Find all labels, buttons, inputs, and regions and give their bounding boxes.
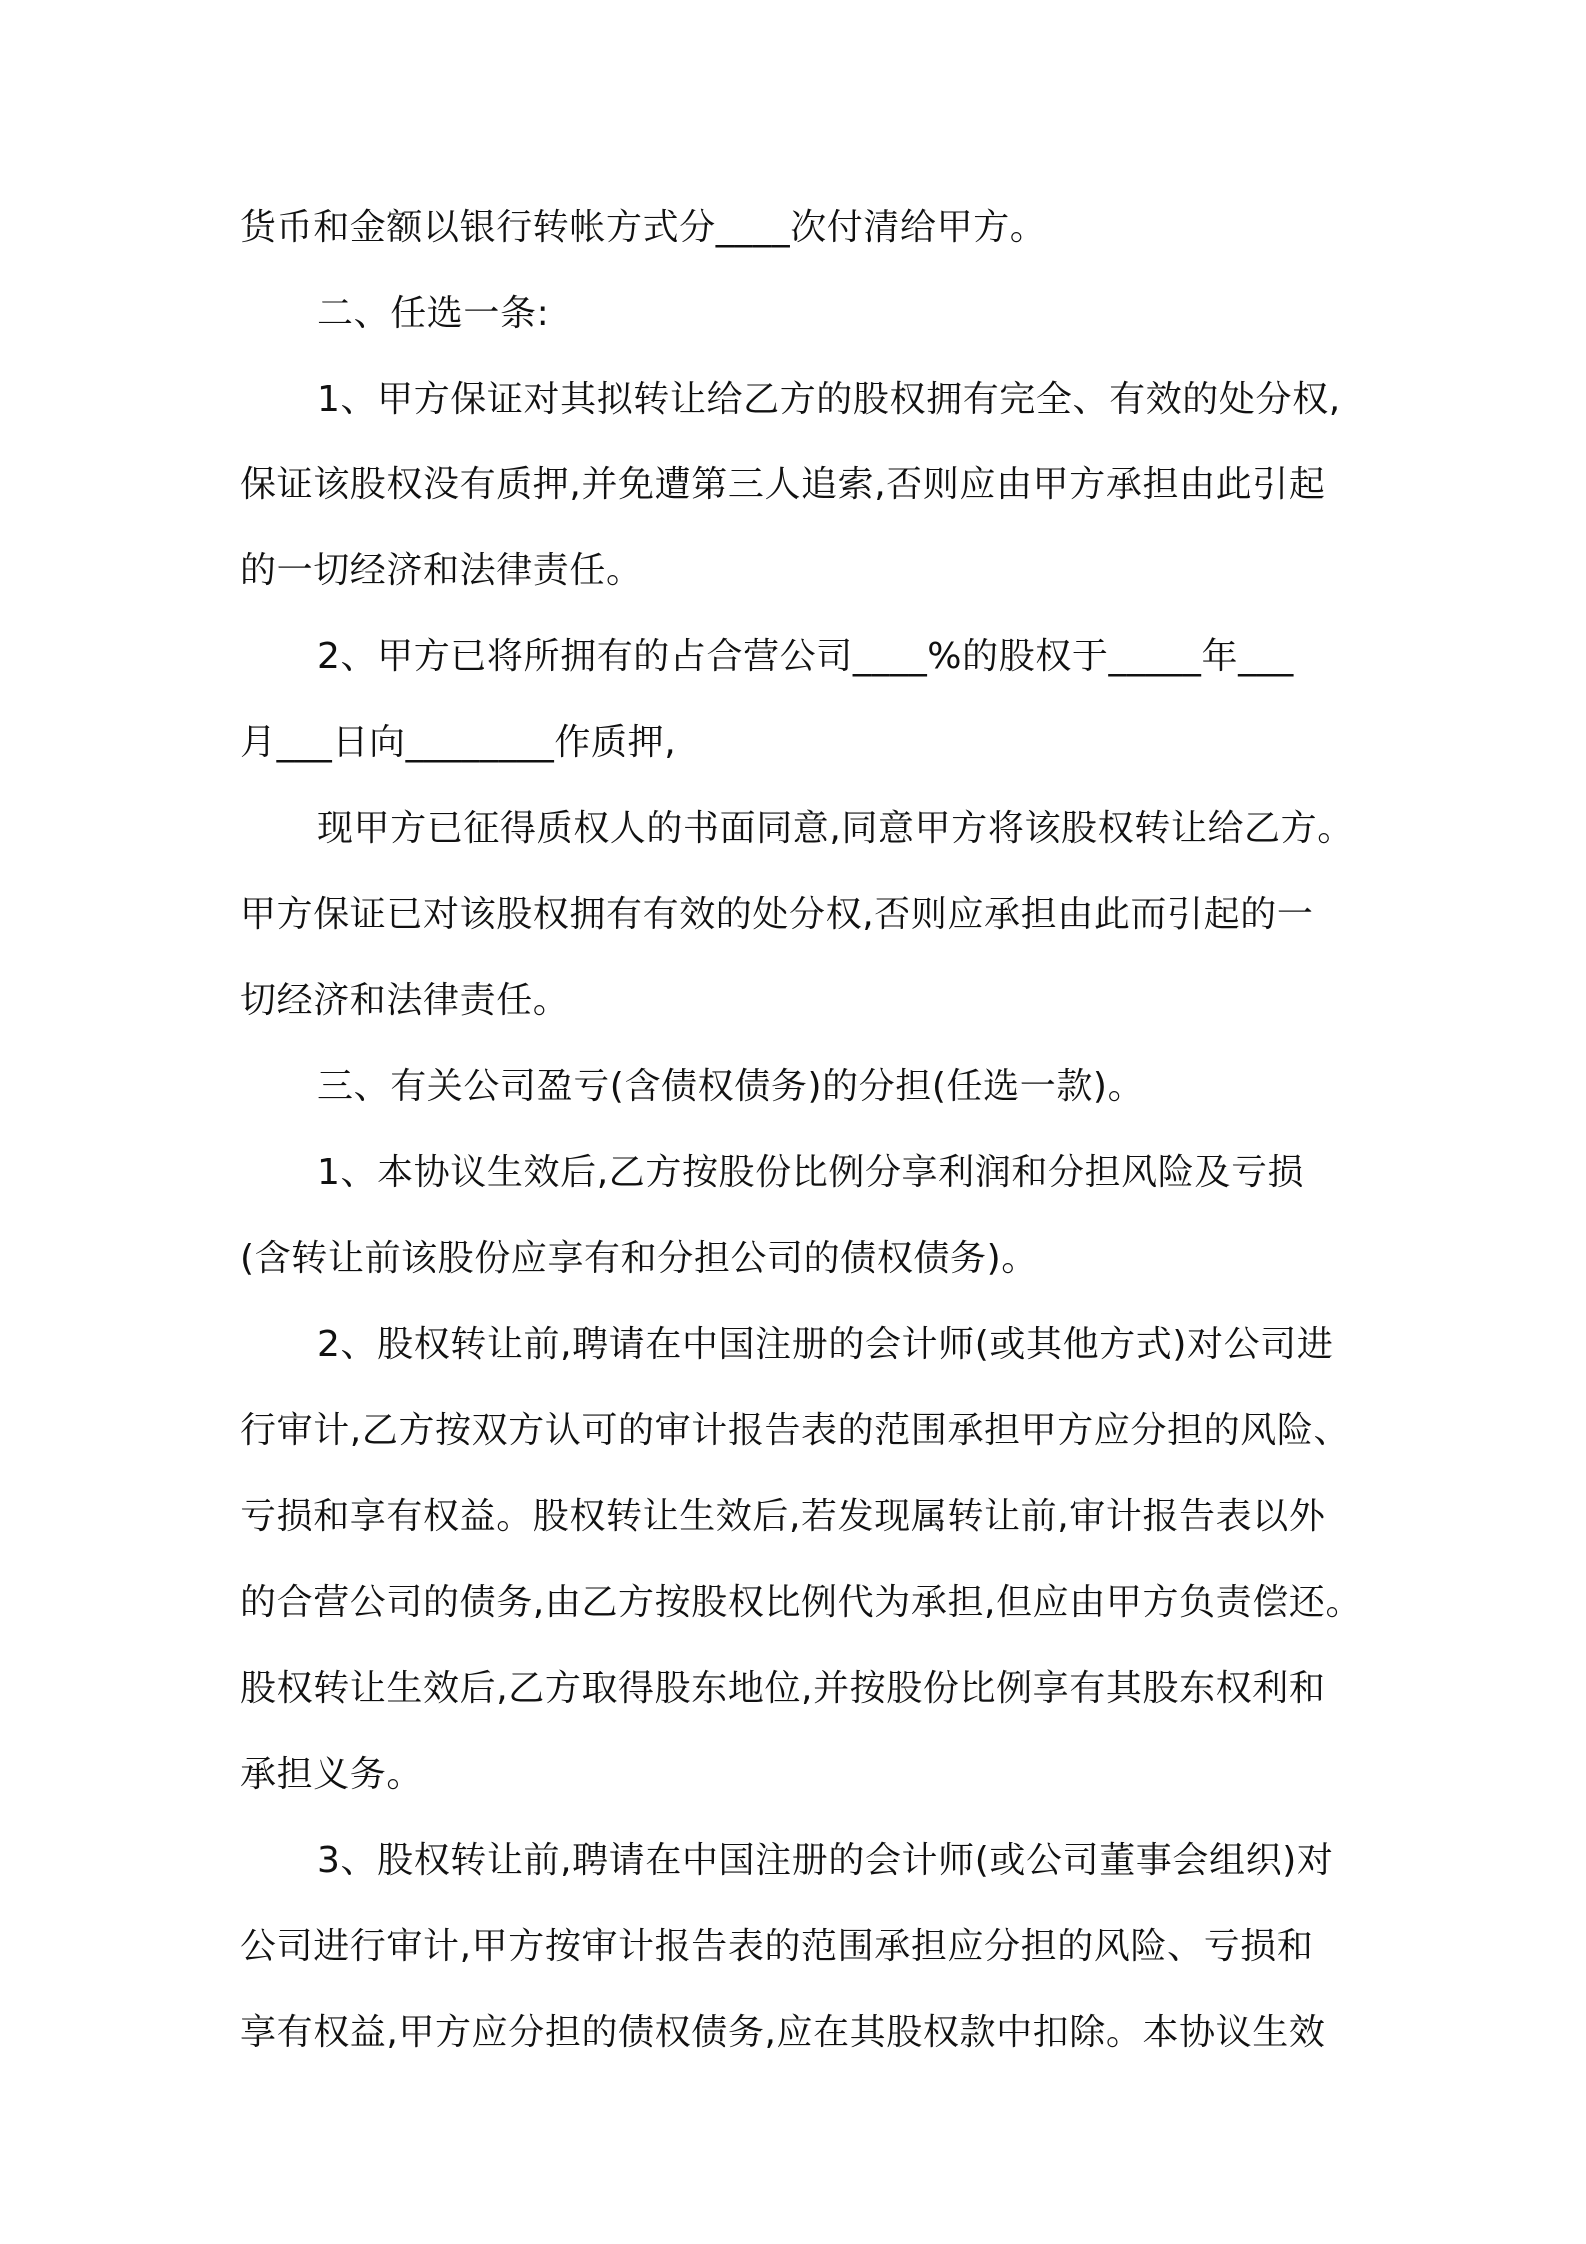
text-line-4: 保证该股权没有质押,并免遭第三人追索,否则应由甲方承担由此引起 [240, 464, 1326, 505]
text-line-18: 股权转让生效后,乙方取得股东地位,并按股份比例享有其股东权利和 [240, 1668, 1326, 1709]
text-line-16: 亏损和享有权益。股权转让生效后,若发现属转让前,审计报告表以外 [240, 1496, 1326, 1537]
section-heading-3: 三、有关公司盈亏(含债权债务)的分担(任选一款)。 [317, 1066, 1145, 1107]
text-line-22: 享有权益,甲方应分担的债权债务,应在其股权款中扣除。本协议生效 [240, 2012, 1326, 2053]
section-heading-2: 二、任选一条: [317, 293, 550, 334]
text-line-3: 1、甲方保证对其拟转让给乙方的股权拥有完全、有效的处分权, [317, 379, 1341, 420]
text-line-15: 行审计,乙方按双方认可的审计报告表的范围承担甲方应分担的风险、 [240, 1410, 1351, 1451]
text-line-14: 2、股权转让前,聘请在中国注册的会计师(或其他方式)对公司进 [317, 1324, 1334, 1365]
text-line-17: 的合营公司的债务,由乙方按股权比例代为承担,但应由甲方负责偿还。 [240, 1582, 1363, 1623]
text-line-19: 承担义务。 [240, 1754, 424, 1795]
text-line-13: (含转让前该股份应享有和分担公司的债权债务)。 [240, 1238, 1038, 1279]
text-line-8: 现甲方已征得质权人的书面同意,同意甲方将该股权转让给乙方。 [317, 808, 1354, 849]
text-line-9: 甲方保证已对该股权拥有有效的处分权,否则应承担由此而引起的一 [240, 894, 1314, 935]
text-line-20: 3、股权转让前,聘请在中国注册的会计师(或公司董事会组织)对 [317, 1840, 1334, 1881]
text-line-7: 月___日向________作质押, [240, 722, 677, 763]
text-line-21: 公司进行审计,甲方按审计报告表的范围承担应分担的风险、亏损和 [240, 1926, 1314, 1967]
text-line-1: 货币和金额以银行转帐方式分____次付清给甲方。 [240, 207, 1047, 248]
text-line-6: 2、甲方已将所拥有的占合营公司____%的股权于_____年___ [317, 636, 1294, 677]
text-line-10: 切经济和法律责任。 [240, 980, 570, 1021]
text-line-12: 1、本协议生效后,乙方按股份比例分享利润和分担风险及亏损 [317, 1152, 1305, 1193]
text-line-5: 的一切经济和法律责任。 [240, 550, 643, 591]
